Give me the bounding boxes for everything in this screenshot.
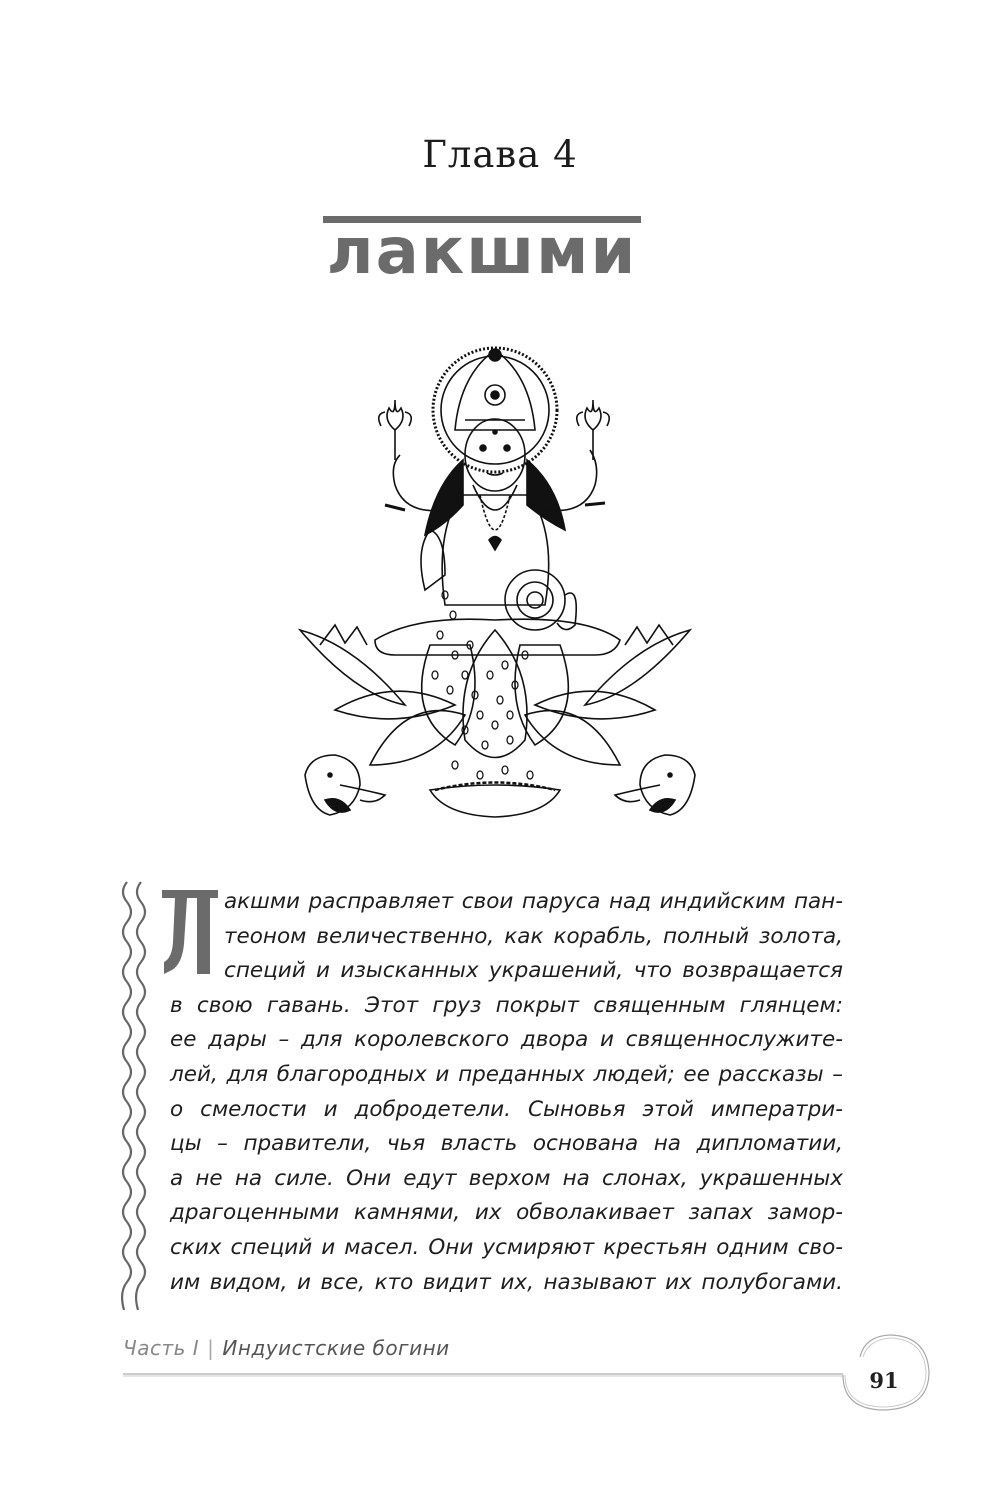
- decorative-wavy-border-icon: [118, 882, 150, 1312]
- footer-section: Индуистские богини: [222, 1336, 450, 1360]
- body-line: лей, для благородных и преданных людей; ее рассказы –: [170, 1061, 843, 1087]
- body-line: ее дары – для королевского двора и священнослужите-: [170, 1027, 843, 1053]
- body-line: специй и изысканных украшений, что возвращается: [224, 958, 843, 984]
- body-line: теоном величественно, как корабль, полный золота,: [224, 923, 843, 949]
- footer-separator: |: [207, 1336, 215, 1360]
- chapter-label: Глава 4: [422, 133, 578, 176]
- footer-rule-divider: [123, 1373, 843, 1377]
- svg-text:Л: Л: [162, 869, 176, 888]
- body-line: им видом, и все, кто видит их, называют их полубогами.: [170, 1269, 843, 1295]
- lakshmi-illustration: [295, 335, 705, 830]
- body-line: а не на силе. Они едут верхом на слонах, украшенных: [170, 1165, 843, 1191]
- page-number: 91: [869, 1368, 899, 1393]
- body-line: ских специй и масел. Они усмиряют крестьян одним сво-: [170, 1234, 843, 1260]
- chapter-title-text: лакшми: [326, 215, 638, 289]
- chapter-body-text: [170, 885, 843, 1300]
- body-line: драгоценными камнями, их обволакивает запах замор-: [170, 1200, 843, 1226]
- chapter-title: [323, 215, 641, 289]
- body-line: о смелости и добродетели. Сыновья этой императри-: [170, 1096, 843, 1122]
- body-line: акшми расправляет свои паруса над индийским пан-: [224, 889, 843, 914]
- running-footer: [123, 1336, 450, 1360]
- footer-part: Часть I: [123, 1336, 200, 1360]
- body-line: цы – правители, чья власть основана на дипломатии,: [170, 1131, 843, 1157]
- body-line: в свою гавань. Этот груз покрыт священным глянцем:: [170, 992, 843, 1018]
